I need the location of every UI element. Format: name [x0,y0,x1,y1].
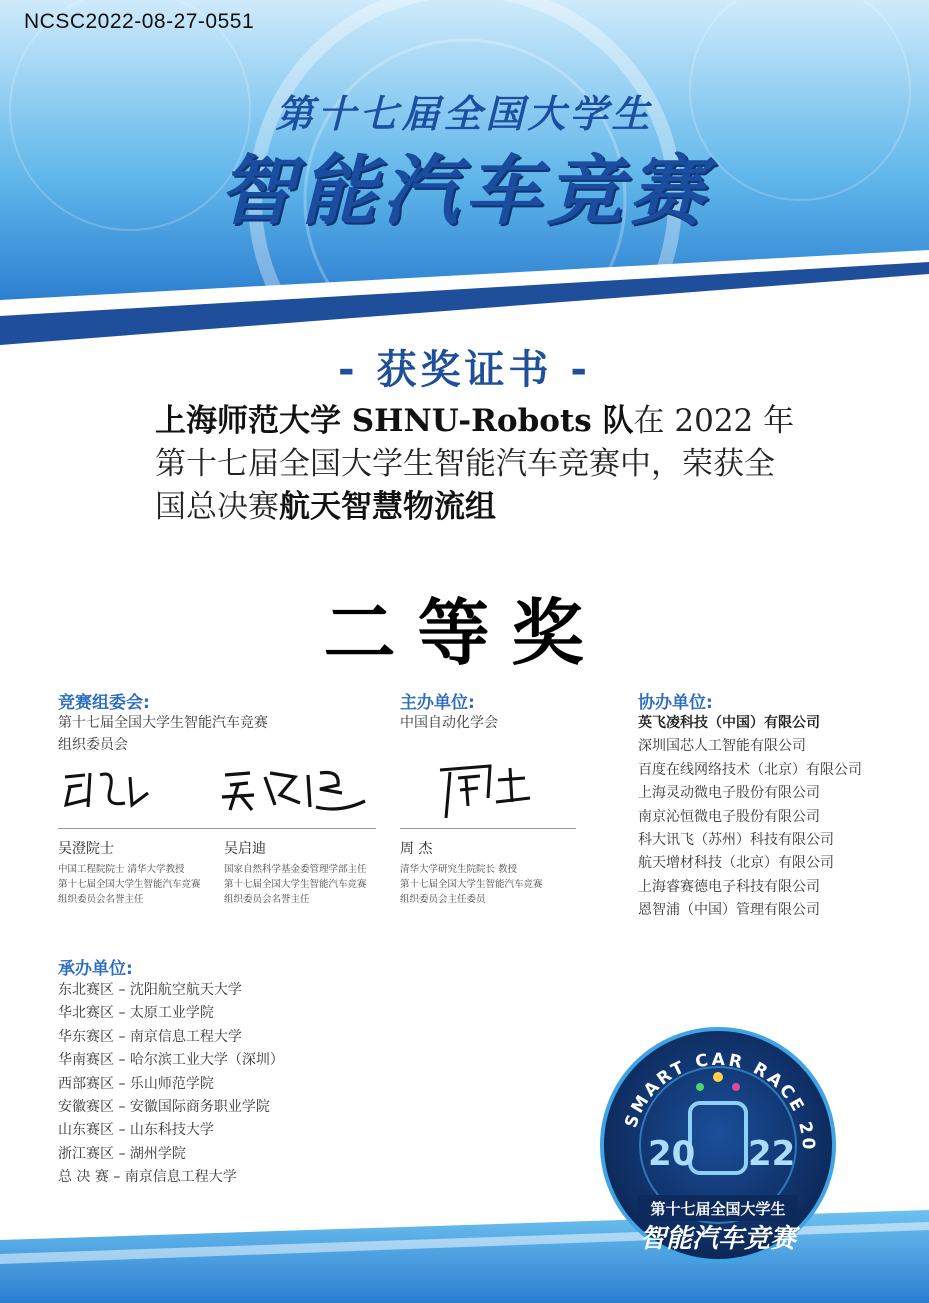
competition-logo [598,1025,838,1265]
certificate-body [155,400,805,529]
person-role: 中国工程院院士 清华大学教授 [58,864,185,875]
list-item: 恩智浦（中国）管理有限公司 [638,902,820,919]
person-role: 组织委员会名誉主任 [58,894,144,905]
list-item: 华南赛区 – 哈尔滨工业大学（深圳） [58,1052,284,1069]
body-text: 在 2022 年第十七届全国大学生智能汽车竞赛中，荣获全国总决赛 [155,403,795,525]
list-item: 华东赛区 – 南京信息工程大学 [58,1028,242,1045]
list-item: 百度在线网络技术（北京）有限公司 [638,761,862,778]
divider-left [58,828,376,829]
certificate-heading: - 获奖证书 - [337,347,592,393]
person-name: 吴启迪 [224,841,266,857]
person-wu-cheng [58,838,201,907]
person-role: 第十七届全国大学生智能汽车竞赛 [58,879,201,890]
logo-arc-text: SMART CAR RACE 20 [621,1049,819,1153]
signature-wu-cheng [60,765,160,815]
list-item: 科大讯飞（苏州）科技有限公司 [638,832,834,849]
person-role: 组织委员会主任委员 [400,894,486,905]
person-role: 第十七届全国大学生智能汽车竞赛 [400,879,543,890]
logo-year-right: 22 [748,1134,796,1174]
cohost-lead: 英飞凌科技（中国）有限公司 [638,715,820,731]
person-role: 第十七届全国大学生智能汽车竞赛 [224,879,367,890]
person-role: 组织委员会名誉主任 [224,894,310,905]
certificate-id: NCSC2022-08-27-0551 [24,10,255,33]
committee-line2: 组织委员会 [58,737,128,753]
host-org: 中国自动化学会 [400,715,498,731]
person-zhou-jie [400,838,543,907]
committee-title: 竞赛组委会: [58,693,150,713]
person-wu-qidi [224,838,367,907]
list-item: 总 决 赛 – 南京信息工程大学 [58,1169,237,1186]
committee-line1: 第十七届全国大学生智能汽车竞赛 [58,715,268,731]
cohost-title: 协办单位: [638,693,713,713]
divider-mid [400,828,576,829]
list-item: 上海睿赛德电子科技有限公司 [638,878,820,895]
host-title: 主办单位: [400,693,475,713]
competition-group: 航天智慧物流组 [279,489,496,525]
person-name: 周 杰 [400,841,433,857]
list-item: 华北赛区 – 太原工业学院 [58,1005,214,1022]
organizers-title: 承办单位: [58,959,133,979]
team-name: 上海师范大学 SHNU-Robots 队 [155,403,634,439]
logo-name: 智能汽车竞赛 [639,1224,797,1254]
person-name: 吴澄院士 [58,841,114,857]
logo-year-left: 20 [648,1134,696,1174]
list-item: 上海灵动微电子股份有限公司 [638,785,820,802]
cohost-list [638,712,862,923]
list-item: 安徽赛区 – 安徽国际商务职业学院 [58,1099,270,1116]
person-role: 国家自然科学基金委管理学部主任 [224,864,367,875]
committee-name [58,712,268,756]
signature-zhou-jie [430,758,540,828]
person-role: 清华大学研究生院院长 教授 [400,864,518,875]
banner-title: 智能汽车竞赛 [218,146,711,235]
banner-subtitle: 第十七届全国大学生 [275,92,654,136]
list-item: 西部赛区 – 乐山师范学院 [58,1075,214,1092]
list-item: 浙江赛区 – 湖州学院 [58,1145,186,1162]
list-item: 南京沁恒微电子股份有限公司 [638,808,820,825]
list-item: 东北赛区 – 沈阳航空航天大学 [58,982,242,998]
award-level: 二等奖 [323,590,606,675]
organizers-list [58,979,284,1190]
list-item: 航天增材科技（北京）有限公司 [638,855,834,872]
list-item: 深圳国芯人工智能有限公司 [638,738,806,755]
logo-caption: 第十七届全国大学生 [650,1200,786,1218]
signature-wu-qidi [220,765,370,815]
list-item: 山东赛区 – 山东科技大学 [58,1122,214,1139]
